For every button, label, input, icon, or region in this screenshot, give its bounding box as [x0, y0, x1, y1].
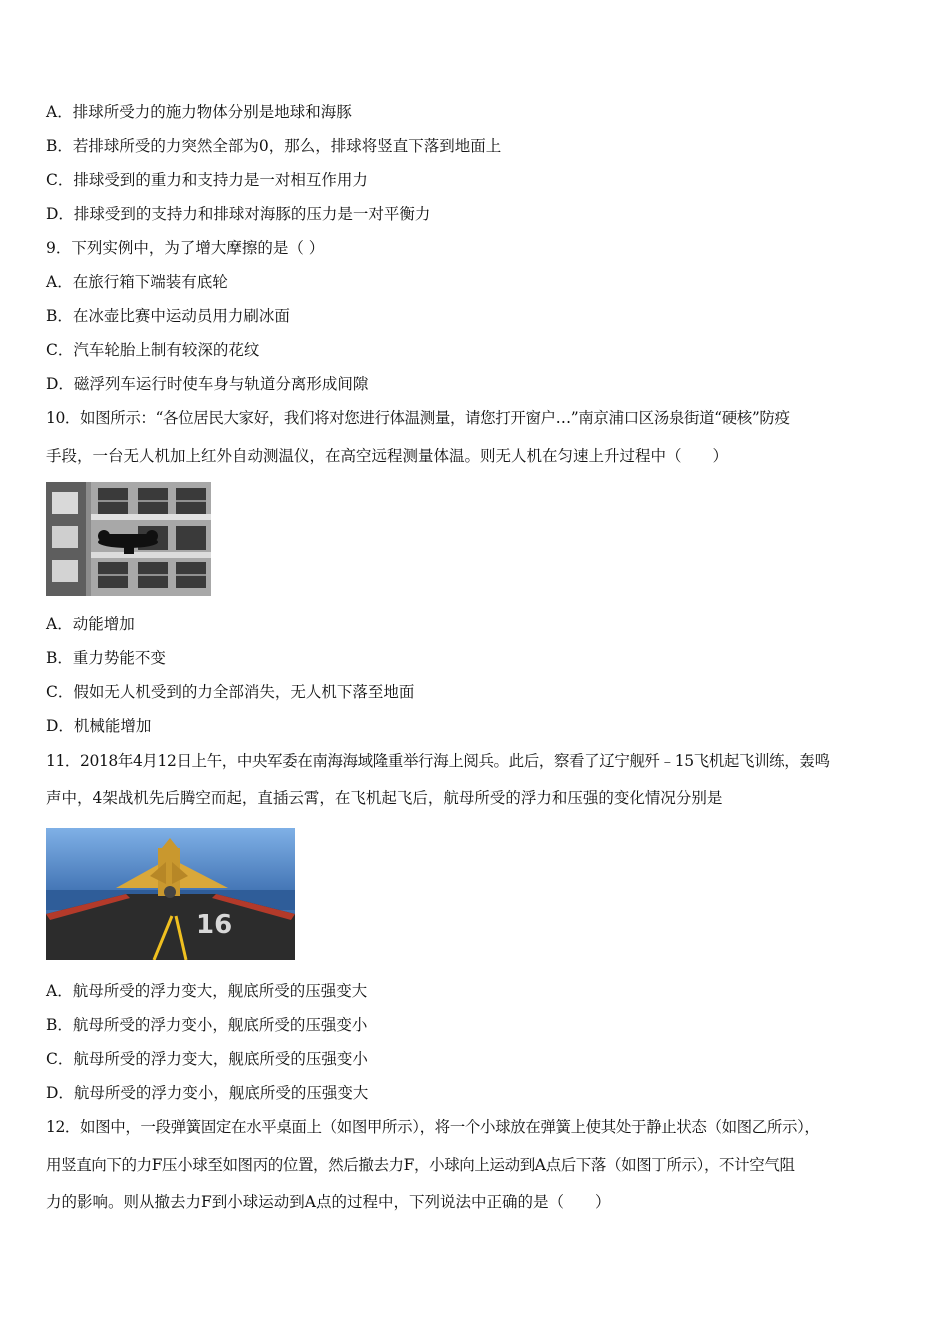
q11-stem-line2: 声中，4架战机先后腾空而起，直插云霄，在飞机起飞后，航母所受的浮力和压强的变化情况分别是: [46, 789, 723, 807]
q11-option-c: C．航母所受的浮力变大，舰底所受的压强变小: [46, 1050, 368, 1068]
q9-option-c: C．汽车轮胎上制有较深的花纹: [46, 341, 260, 359]
q11-option-a: A．航母所受的浮力变大，舰底所受的压强变大: [46, 982, 368, 1000]
q11-option-b: B．航母所受的浮力变小，舰底所受的压强变小: [46, 1016, 368, 1034]
q12-stem-line3: 力的影响。则从撤去力F到小球运动到A点的过程中，下列说法中正确的是（ ）: [46, 1193, 611, 1211]
q8-option-b: B．若排球所受的力突然全部为0，那么，排球将竖直下落到地面上: [46, 137, 502, 155]
q12-stem-line1: 12．如图中，一段弹簧固定在水平桌面上（如图甲所示），将一个小球放在弹簧上使其处于静止状态（如图乙所示），: [46, 1118, 820, 1136]
q11-stem-line1: 11．2018年4月12日上午，中央军委在南海海域隆重举行海上阅兵。此后，察看了辽宁舰歼﹣15飞机起飞训练，轰鸣: [46, 752, 830, 770]
q11-option-d: D．航母所受的浮力变小，舰底所受的压强变大: [46, 1084, 369, 1102]
q8-option-a: A．排球所受力的施力物体分别是地球和海豚: [46, 103, 352, 121]
q10-option-d: D．机械能增加: [46, 717, 152, 735]
q10-stem-line2: 手段，一台无人机加上红外自动测温仪，在高空远程测量体温。则无人机在匀速上升过程中（ ）: [46, 447, 729, 465]
carrier-photo-drawing: [46, 828, 295, 960]
q10-option-a: A．动能增加: [46, 615, 135, 633]
q10-option-c: C．假如无人机受到的力全部消失，无人机下落至地面: [46, 683, 415, 701]
q8-option-c: C．排球受到的重力和支持力是一对相互作用力: [46, 171, 368, 189]
q9-stem: 9．下列实例中，为了增大摩擦的是（ ）: [46, 239, 325, 257]
q9-option-a: A．在旅行箱下端装有底轮: [46, 273, 228, 291]
deck-number: 16: [196, 910, 233, 940]
q9-option-b: B．在冰壶比赛中运动员用力刷冰面: [46, 307, 290, 325]
drone-photo-drawing: [46, 482, 211, 596]
q12-stem-line2: 用竖直向下的力F压小球至如图丙的位置，然后撤去力F，小球向上运动到A点后下落（如图丁所示），不计空气阻: [46, 1156, 795, 1174]
q10-stem-line1: 10．如图所示：“各位居民大家好，我们将对您进行体温测量，请您打开窗户…”南京浦口区汤泉街道“硬核”防疫: [46, 409, 790, 427]
q9-option-d: D．磁浮列车运行时使车身与轨道分离形成间隙: [46, 375, 369, 393]
q10-option-b: B．重力势能不变: [46, 649, 166, 667]
carrier-jet-photo: [46, 828, 295, 960]
drone-building-photo: [46, 482, 211, 596]
q8-option-d: D．排球受到的支持力和排球对海豚的压力是一对平衡力: [46, 205, 431, 223]
